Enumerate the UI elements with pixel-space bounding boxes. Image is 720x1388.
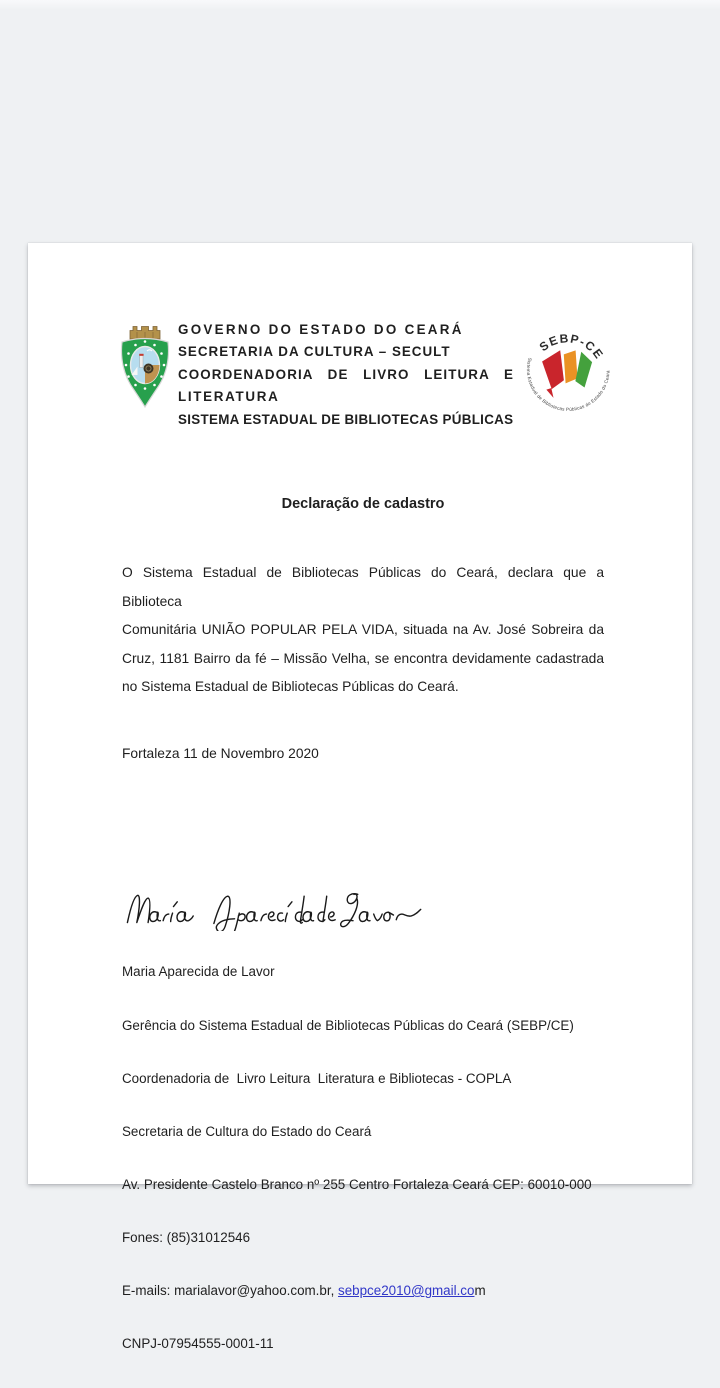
document-page xyxy=(28,243,692,1352)
signer-role-line: Secretaria de Cultura do Estado do Ceará xyxy=(122,1123,372,1139)
ceara-coat-of-arms-icon xyxy=(118,318,172,410)
org-line: SISTEMA ESTADUAL DE BIBLIOTECAS PÚBLICAS xyxy=(178,411,514,427)
org-line: LITERATURA xyxy=(178,389,280,405)
signer-phones: Fones: (85)31012546 xyxy=(122,1229,251,1245)
org-line: COORDENADORIA DE LIVRO LEITURA E xyxy=(178,366,514,382)
email-text: m xyxy=(474,1283,486,1299)
signer-role-line: Gerência do Sistema Estadual de Bibliotecas Públicas do Ceará (SEBP/CE) xyxy=(122,1017,574,1033)
body-line: Comunitária UNIÃO POPULAR PELA VIDA, situada na Av. José Sobreira da xyxy=(122,622,604,638)
signer-cnpj: CNPJ-07954555-0001-11 xyxy=(122,1336,274,1352)
signer-details xyxy=(122,928,642,1388)
email-link[interactable]: sebpce2010@gmail.co xyxy=(338,1283,475,1299)
sebp-ce-logo-icon xyxy=(520,323,616,419)
org-line: SECRETARIA DA CULTURA – SECULT xyxy=(178,344,451,360)
body-paragraph xyxy=(122,559,604,702)
signer-name: Maria Aparecida de Lavor xyxy=(122,964,275,980)
org-line: GOVERNO DO ESTADO DO CEARÁ xyxy=(178,322,464,337)
document-title: Declaração de cadastro xyxy=(281,496,445,512)
svg-text:Sistema Estadual de Biblioteca: Sistema Estadual de Bibliotecas Públicas do Estado do Ceará xyxy=(525,357,611,412)
body-line: Cruz, 1181 Bairro da fé – Missão Velha, se encontra devidamente cadastrada xyxy=(122,650,604,666)
dateline: Fortaleza 11 de Novembro 2020 xyxy=(122,746,319,761)
email-text: E-mails: marialavor@yahoo.com.br, xyxy=(122,1283,339,1299)
body-line: O Sistema Estadual de Bibliotecas Públicas do Ceará, declara que a Biblioteca xyxy=(122,565,604,609)
signer-address: Av. Presidente Castelo Branco nº 255 Centro Fortaleza Ceará CEP: 60010-000 xyxy=(122,1176,592,1192)
signer-role-line: Coordenadoria de Livro Leitura Literatura e Bibliotecas - COPLA xyxy=(122,1070,512,1086)
org-header xyxy=(178,319,514,431)
signer-emails xyxy=(122,1282,642,1300)
handwritten-signature-icon xyxy=(118,884,432,931)
body-line: no Sistema Estadual de Bibliotecas Públicas do Ceará. xyxy=(122,679,459,695)
svg-text:SEBP-CE: SEBP-CE xyxy=(536,331,607,363)
